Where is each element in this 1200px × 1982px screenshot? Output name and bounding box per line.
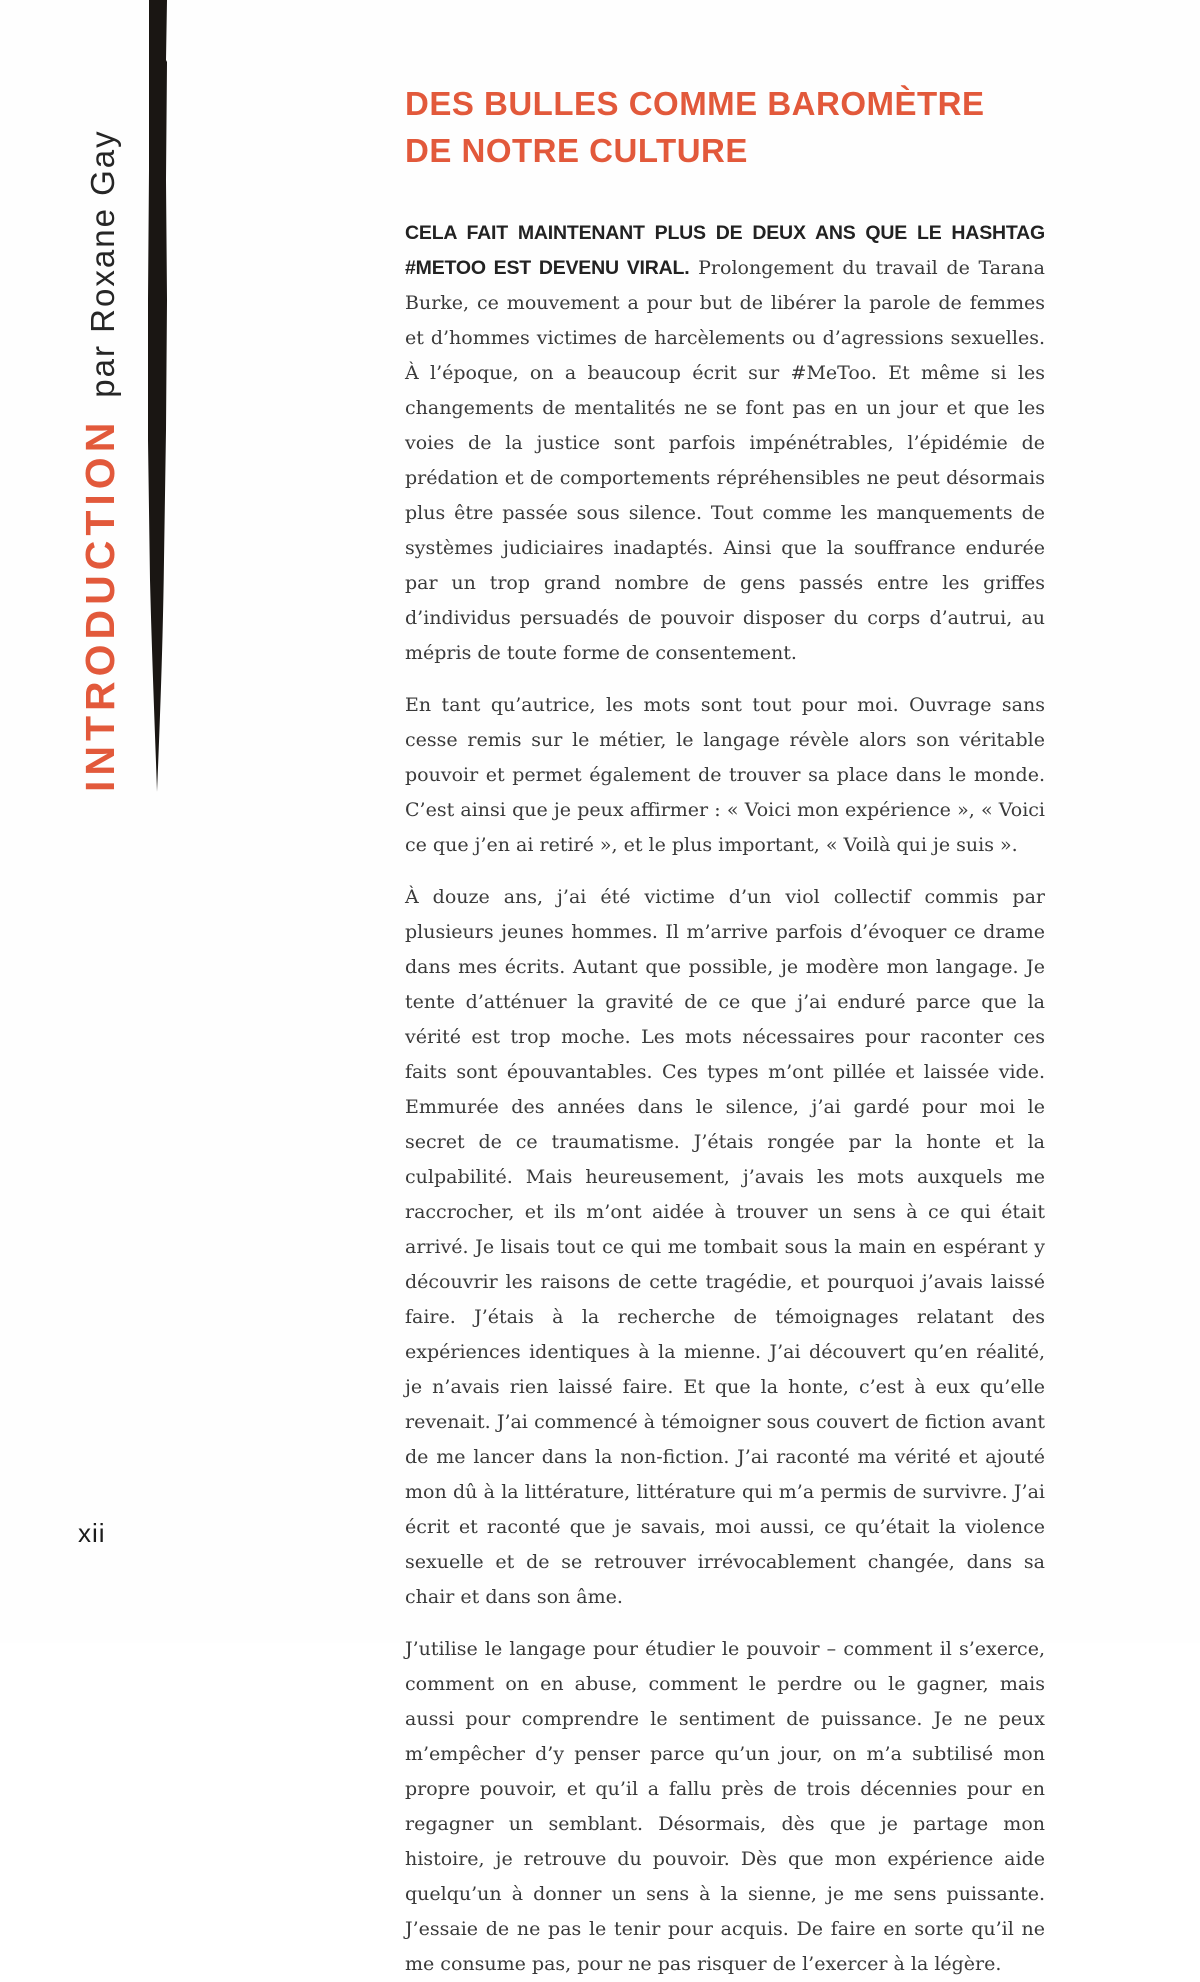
page-content xyxy=(405,80,1045,1982)
section-heading xyxy=(405,80,1045,174)
lead-in-text: CELA FAIT MAINTENANT PLUS DE DEUX ANS QUE LE HASHTAG #METOO EST DEVENU VIRAL. xyxy=(405,222,1045,279)
heading-line-2: DE NOTRE CULTURE xyxy=(405,132,748,169)
paragraph-4: J’utilise le langage pour étudier le pouvoir – comment il s’exerce, comment on en abuse, comment le perdre ou le gagner, mais aussi pour comprendre le sentiment de puissance. Je ne peux m’empêcher d’y penser parce qu’un jour, on m’a subtilisé mon propre pouvoir, et qu’il a fallu près de trois décennies pour en regagner un semblant. Désormais, dès que je partage mon histoire, je retrouve du pouvoir. Dès que mon expérience aide quelqu’un à donner un sens à la sienne, je me sens puissante. J’essaie de ne pas le tenir pour acquis. De faire en sorte qu’il ne me consume pas, pour ne pas risquer de l’exercer à la légère. xyxy=(405,1638,1045,1975)
paragraph-3: À douze ans, j’ai été victime d’un viol collectif commis par plusieurs jeunes hommes. Il m’arrive parfois d’évoquer ce drame dans mes écrits. Autant que possible, je modère mon langage. Je tente d’atténuer la gravité de ce que j’ai enduré parce que la vérité est trop moche. Les mots nécessaires pour raconter ces faits sont épouvantables. Ces types m’ont pillée et laissée vide. Emmurée des années dans le silence, j’ai gardé pour moi le secret de ce traumatisme. J’étais rongée par la honte et la culpabilité. Mais heureusement, j’avais les mots auxquels me raccrocher, et ils m’ont aidée à trouver un sens à ce qui était arrivé. Je lisais tout ce qui me tombait sous la main en espérant y découvrir les raisons de cette tragédie, et pourquoi j’avais laissé faire. J’étais à la recherche de témoignages relatant des expériences identiques à la mienne. J’ai découvert qu’en réalité, je n’avais rien laissé faire. Et que la honte, c’est à eux qu’elle revenait. J’ai commencé à témoigner sous couvert de fiction avant de me lancer dans la non-fiction. J’ai raconté ma vérité et ajouté mon dû à la littérature, littérature qui m’a permis de survivre. J’ai écrit et raconté que je savais, moi aussi, ce qu’était la violence sexuelle et de se retrouver irrévocablement changée, dans sa chair et dans son âme. xyxy=(405,886,1045,1608)
brush-stroke-graphic xyxy=(140,0,174,800)
heading-line-1: DES BULLES COMME BAROMÈTRE xyxy=(405,85,985,122)
paragraph-2: En tant qu’autrice, les mots sont tout pour moi. Ouvrage sans cesse remis sur le métier, le langage révèle alors son véritable pouvoir et permet également de trouver sa place dans le monde. C’est ainsi que je peux affirmer : « Voici mon expérience », « Voici ce que j’en ai retiré », et le plus important, « Voilà qui je suis ». xyxy=(405,694,1045,856)
page-number: xii xyxy=(78,1518,106,1548)
paragraph-1-body: Prolongement du travail de Tarana Burke, ce mouvement a pour but de libérer la parole de femmes et d’hommes victimes de harcèlements ou d’agressions sexuelles. À l’époque, on a beaucoup écrit sur #MeToo. Et même si les changements de mentalités ne se font pas en un jour et que les voies de la justice sont parfois impénétrables, l’épidémie de prédation et de comportements répréhensibles ne peut désormais plus être passée sous silence. Tout comme les manquements de systèmes judiciaires inadaptés. Ainsi que la souffrance endurée par un trop grand nombre de gens passés entre les griffes d’individus persuadés de pouvoir disposer du corps d’autrui, au mépris de toute forme de consentement. xyxy=(405,257,1045,664)
chapter-title: INTRODUCTION xyxy=(77,417,123,792)
author-byline: par Roxane Gay xyxy=(84,129,121,398)
paragraph-1 xyxy=(405,216,1045,671)
sidebar-vertical-text xyxy=(74,129,135,792)
